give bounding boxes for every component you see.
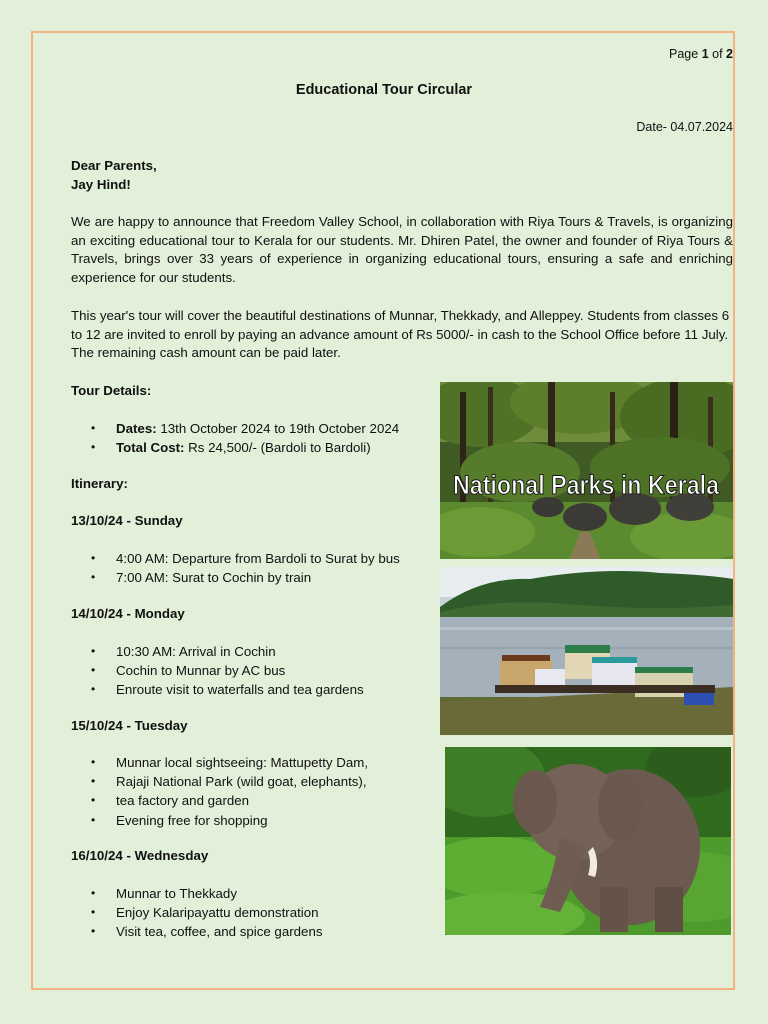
photo-caption: National Parks in Kerala xyxy=(453,470,720,500)
tour-details-heading: Tour Details: xyxy=(71,383,152,398)
list-item: • 10:30 AM: Arrival in Cochin xyxy=(91,642,364,661)
day-list xyxy=(91,884,323,942)
list-item: • Visit tea, coffee, and spice gardens xyxy=(91,922,323,941)
intro-paragraph: We are happy to announce that Freedom Valley School, in collaboration with Riya Tours & Travels, is organizing an exciting educational tour to Kerala for our students. Mr. Dhiren Patel, the owner and founder of Riya Tours & Travels, brings over 33 years of experience in organizing educational tours, ensuring a safe and enriching experience for our students. xyxy=(71,214,733,286)
lake-boats-photo xyxy=(440,567,733,735)
list-item: • Total Cost: Rs 24,500/- (Bardoli to Bardoli) xyxy=(91,438,399,457)
elephant-photo xyxy=(445,747,731,935)
list-item: • Enroute visit to waterfalls and tea gardens xyxy=(91,680,364,699)
itinerary-heading: Itinerary: xyxy=(71,476,128,491)
list-item: • Enjoy Kalaripayattu demonstration xyxy=(91,903,323,922)
list-item: • Rajaji National Park (wild goat, elephants), xyxy=(91,772,368,791)
page-number: Page 1 of 2 xyxy=(669,47,733,61)
day-heading: 13/10/24 - Sunday xyxy=(71,513,183,528)
tour-details-list xyxy=(91,419,399,457)
national-parks-photo xyxy=(440,382,733,559)
page-title: Educational Tour Circular xyxy=(295,82,473,98)
destinations-paragraph: This year's tour will cover the beautiful destinations of Munnar, Thekkady, and Alleppey. Students from classes 6 to 12 are invited to enroll by paying an advance amount of Rs 5000/- in cash to the School Office before 11 July. The remaining cash amount can be paid later. xyxy=(71,308,730,361)
day-list xyxy=(91,642,364,700)
day-heading: 16/10/24 - Wednesday xyxy=(71,848,209,863)
day-heading: 15/10/24 - Tuesday xyxy=(71,718,188,733)
list-item: • Evening free for shopping xyxy=(91,811,368,830)
circular-date: Date- 04.07.2024 xyxy=(636,120,733,134)
list-item: • tea factory and garden xyxy=(91,791,368,810)
list-item: • Munnar to Thekkady xyxy=(91,884,323,903)
list-item: • 4:00 AM: Departure from Bardoli to Surat by bus xyxy=(91,549,400,568)
day-heading: 14/10/24 - Monday xyxy=(71,606,185,621)
list-item: • Dates: 13th October 2024 to 19th October 2024 xyxy=(91,419,399,438)
list-item: • Munnar local sightseeing: Mattupetty Dam, xyxy=(91,753,368,772)
salutation: Dear Parents, Jay Hind! xyxy=(71,158,157,192)
day-list xyxy=(91,753,368,830)
list-item: • 7:00 AM: Surat to Cochin by train xyxy=(91,568,400,587)
day-list xyxy=(91,549,400,587)
list-item: • Cochin to Munnar by AC bus xyxy=(91,661,364,680)
